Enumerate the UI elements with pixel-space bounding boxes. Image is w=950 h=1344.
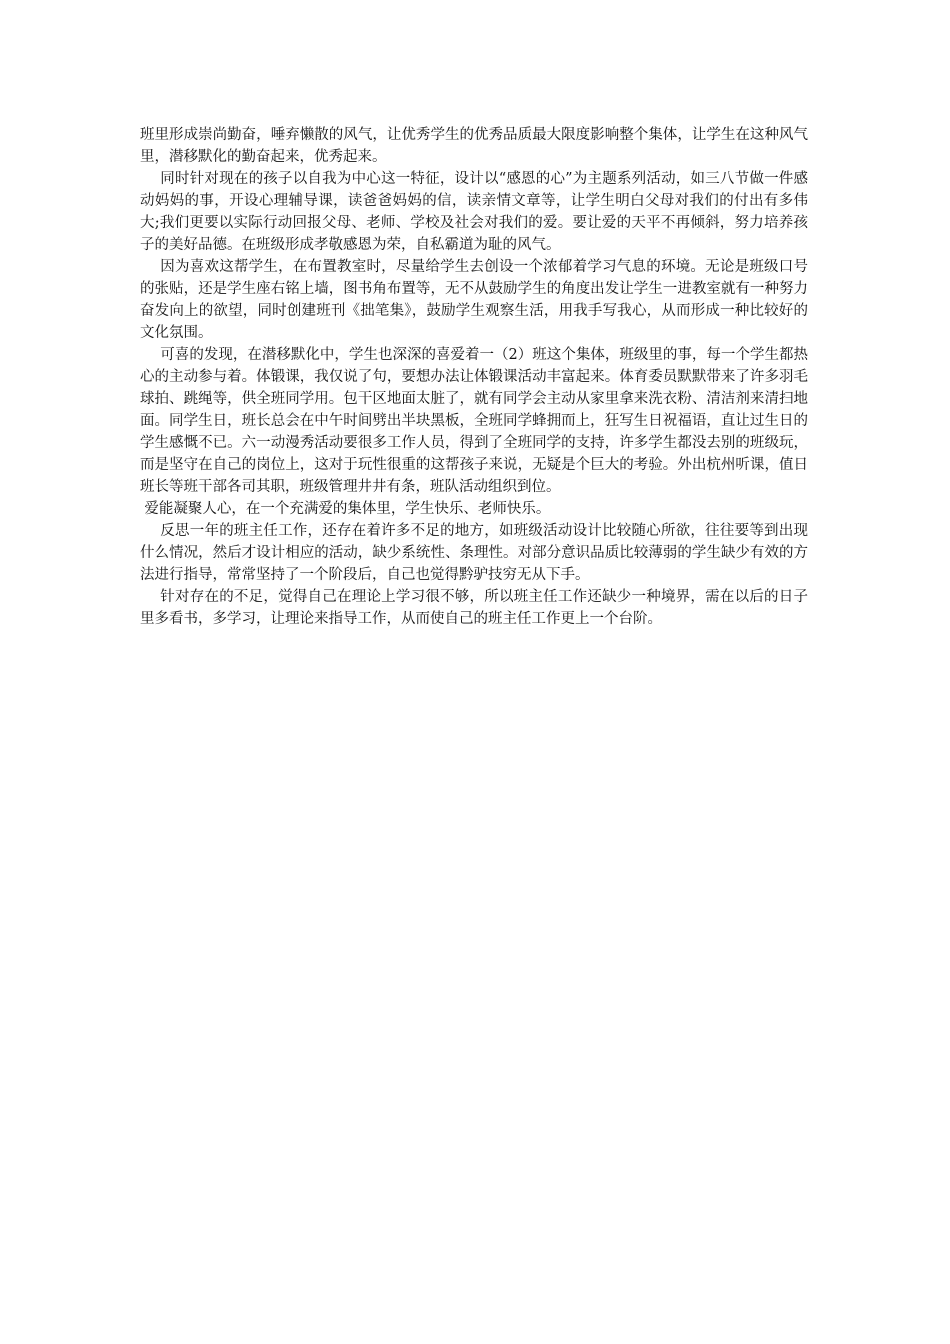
paragraph-gratitude-activities: 同时针对现在的孩子以自我为中心这一特征，设计以“感恩的心”为主题系列活动，如三八节做一件感动妈妈的事，开设心理辅导课，读爸爸妈妈的信，读亲情文章等，让学生明白父母对我们的付出有多伟大;我们更要以实际行动回报父母、老师、学校及社会对我们的爱。要让爱的天平不再倾斜，努力培养孩子的美好品德。在班级形成孝敬感恩为荣，自私霸道为耻的风气。	[140, 171, 808, 253]
paragraph-love-unites: 爱能凝聚人心，在一个充满爱的集体里，学生快乐、老师快乐。	[144, 501, 551, 517]
paragraph-reflection: 反思一年的班主任工作，还存在着许多不足的地方，如班级活动设计比较随心所欲，往往要等到出现什么情况，然后才设计相应的活动，缺少系统性、条理性。对部分意识品质比较薄弱的学生缺少有效的方法进行指导，常常坚持了一个阶段后，自己也觉得黔驴技穷无从下手。	[140, 523, 808, 583]
paragraph-classroom-environment: 因为喜欢这帮学生，在布置教室时，尽量给学生去创设一个浓郁着学习气息的环境。无论是班级口号的张贴，还是学生座右铭上墙，图书角布置等，无不从鼓励学生的角度出发让学生一进教室就有一种努力奋发向上的欲望，同时创建班刊《拙笔集》，鼓励学生观察生活，用我手写我心，从而形成一种比较好的文化氛围。	[140, 259, 808, 341]
paragraph-improvement: 针对存在的不足，觉得自己在理论上学习很不够，所以班主任工作还缺少一种境界，需在以后的日子里多看书，多学习，让理论来指导工作，从而使自己的班主任工作更上一个台阶。	[140, 589, 808, 627]
document-body	[140, 124, 808, 630]
paragraph-class-collective: 可喜的发现，在潜移默化中，学生也深深的喜爱着一（2）班这个集体，班级里的事，每一个学生都热心的主动参与着。体锻课，我仅说了句，要想办法让体锻课活动丰富起来。体育委员默默带来了许多羽毛球拍、跳绳等，供全班同学用。包干区地面太脏了，就有同学会主动从家里拿来洗衣粉、清洁剂来清扫地面。同学生日，班长总会在中午时间劈出半块黑板，全班同学蜂拥而上，狂写生日祝福语，直让过生日的学生感慨不已。六一动漫秀活动要很多工作人员，得到了全班同学的支持，许多学生都没去别的班级玩，而是坚守在自己的岗位上，这对于玩性很重的这帮孩子来说，无疑是个巨大的考验。外出杭州听课，值日班长等班干部各司其职，班级管理井井有条，班队活动组织到位。	[140, 347, 808, 495]
paragraph-continuation: 班里形成崇尚勤奋，唾弃懒散的风气，让优秀学生的优秀品质最大限度影响整个集体，让学生在这种风气里，潜移默化的勤奋起来，优秀起来。	[140, 127, 808, 165]
